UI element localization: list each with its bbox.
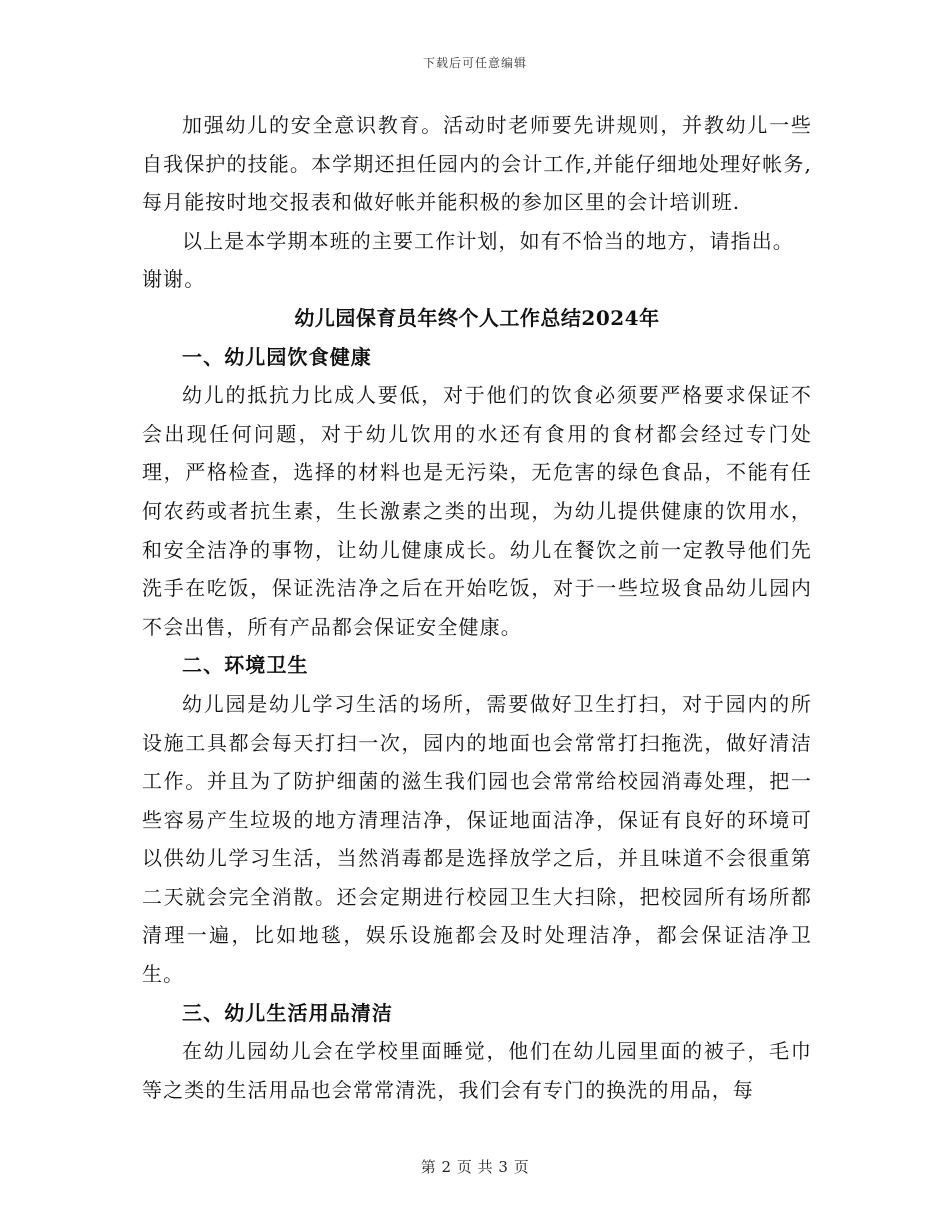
section-heading-diet: 一、幼儿园饮食健康 — [182, 344, 372, 369]
document-body — [142, 106, 812, 1109]
section-heading-environment: 二、环境卫生 — [182, 653, 309, 678]
thanks-line: 谢谢。 — [142, 267, 206, 292]
page-footer-pagination: 第 2 页 共 3 页 — [420, 1158, 530, 1176]
section-body-diet: 幼儿的抵抗力比成人要低，对于他们的饮食必须要严格要求保证不会出现任何问题，对于幼儿饮用的水还有食用的食材都会经过专门处理，严格检查，选择的材料也是无污染，无危害的绿色食品，不能有任何农药或者抗生素，生长激素之类的出现，为幼儿提供健康的饮用水，和安全洁净的事物，让幼儿健康成长。幼儿在餐饮之前一定教导他们先洗手在吃饭，保证洗洁净之后在开始吃饭，对于一些垃圾食品幼儿园内不会出售，所有产品都会保证安全健康。 — [142, 383, 812, 639]
section-heading-supplies: 三、幼儿生活用品清洁 — [182, 1000, 393, 1025]
section-body-supplies: 在幼儿园幼儿会在学校里面睡觉，他们在幼儿园里面的被子，毛巾等之类的生活用品也会常常清洗，我们会有专门的换洗的用品，每 — [142, 1039, 812, 1102]
intro-paragraph-1: 加强幼儿的安全意识教育。活动时老师要先讲规则，并教幼儿一些自我保护的技能。本学期还担任园内的会计工作,并能仔细地处理好帐务,每月能按时地交报表和做好帐并能积极的参加区里的会计培训班. — [142, 113, 812, 215]
section-body-environment: 幼儿园是幼儿学习生活的场所，需要做好卫生打扫，对于园内的所设施工具都会每天打扫一次，园内的地面也会常常打扫拖洗，做好清洁工作。并且为了防护细菌的滋生我们园也会常常给校园消毒处理，把一些容易产生垃圾的地方清理洁净，保证地面洁净，保证有良好的环境可以供幼儿学习生活，当然消毒都是选择放学之后，并且味道不会很重第二天就会完全消散。还会定期进行校园卫生大扫除，把校园所有场所都清理一遍，比如地毯，娱乐设施都会及时处理洁净，都会保证洁净卫生。 — [142, 691, 812, 987]
page-header-note: 下载后可任意编辑 — [422, 56, 527, 70]
document-title: 幼儿园保育员年终个人工作总结2024年 — [294, 305, 660, 330]
intro-paragraph-2: 以上是本学期本班的主要工作计划，如有不恰当的地方，请指出。 — [182, 228, 794, 253]
